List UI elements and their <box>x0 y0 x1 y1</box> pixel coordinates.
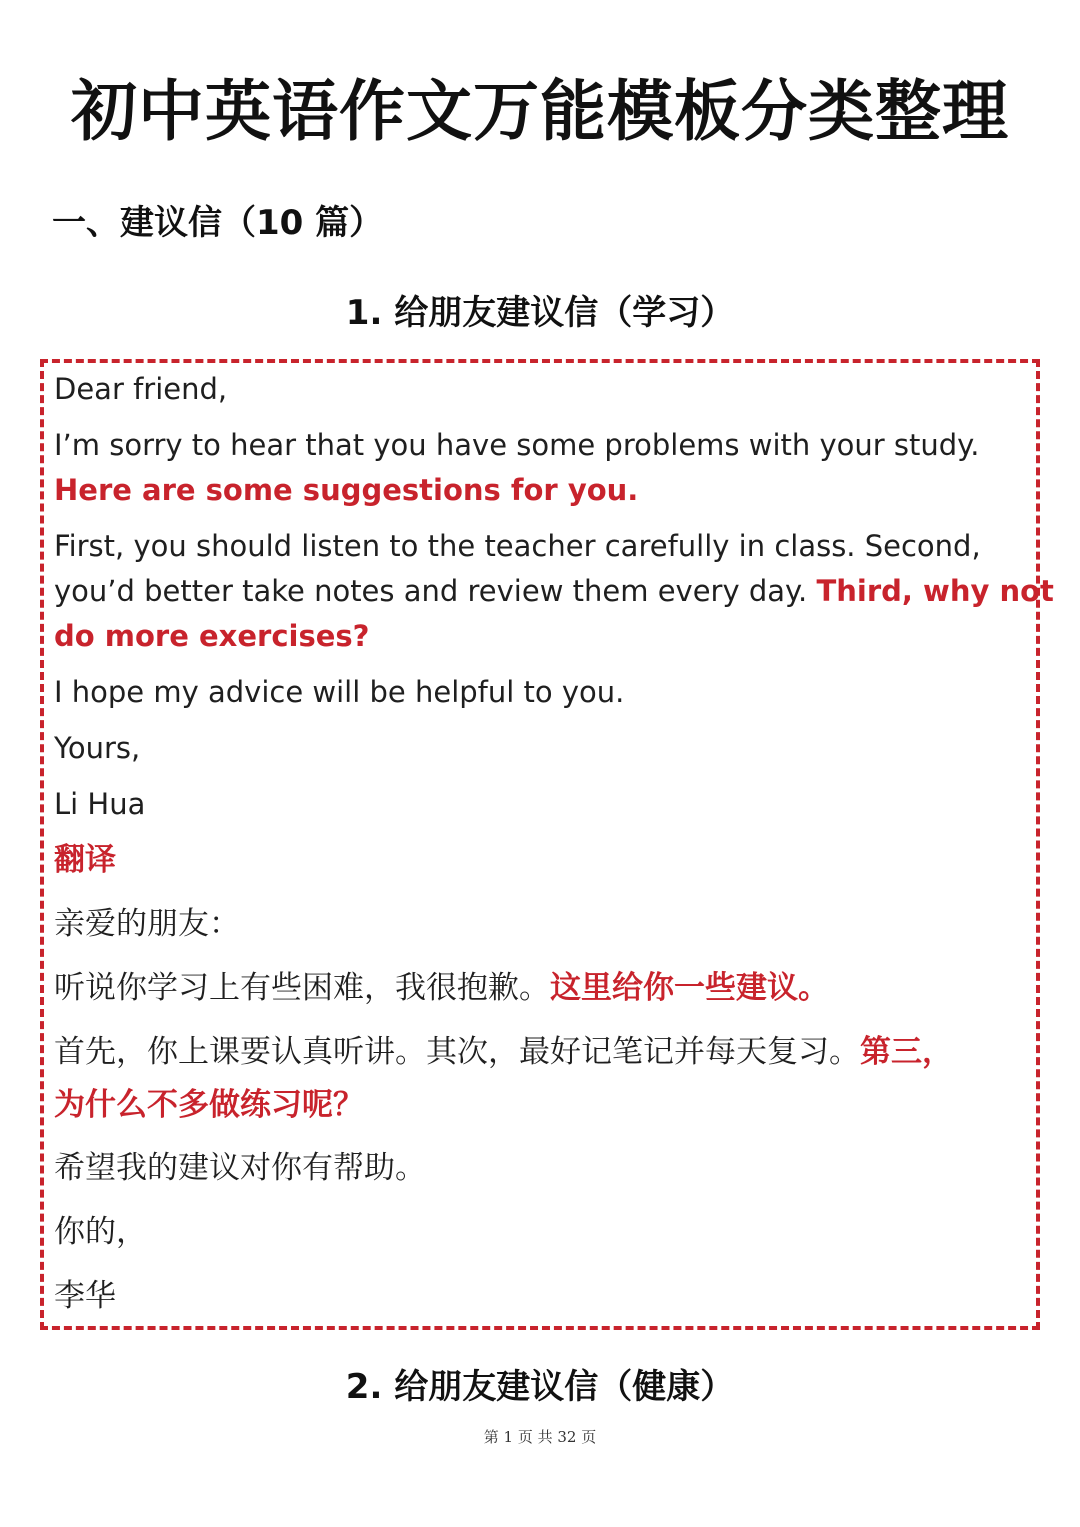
page-title: 初中英语作文万能模板分类整理 <box>71 73 1009 150</box>
letter-line-4-highlight: Third, why not <box>816 574 1054 608</box>
cn-line-2-text: 首先，你上课要认真听讲。其次，最好记笔记并每天复习。 <box>54 1034 860 1070</box>
translation-label: 翻译 <box>54 842 116 878</box>
letter-line-4-text: you’d better take notes and review them every day. <box>54 574 808 608</box>
cn-line-4: 希望我的建议对你有帮助。 <box>54 1150 426 1186</box>
cn-closing: 你的， <box>54 1214 147 1250</box>
letter-greeting: Dear friend, <box>54 372 228 406</box>
cn-signature: 李华 <box>54 1278 116 1314</box>
cn-line-1 <box>54 968 829 1008</box>
letter-1-box <box>40 359 1054 1330</box>
cn-greeting: 亲爱的朋友： <box>54 906 240 942</box>
cn-line-1-highlight: 这里给你一些建议。 <box>550 970 829 1006</box>
cn-line-3-highlight: 为什么不多做练习呢？ <box>54 1087 364 1123</box>
letter-closing: Yours, <box>54 731 141 765</box>
letter-signature: Li Hua <box>54 787 146 821</box>
cn-line-1-text: 听说你学习上有些困难，我很抱歉。 <box>54 970 550 1006</box>
letter-line-4 <box>54 571 1054 611</box>
letter-line-1: I’m sorry to hear that you have some problems with your study. <box>54 428 980 462</box>
letter-line-6: I hope my advice will be helpful to you. <box>54 675 625 709</box>
page-footer: 第 1 页 共 32 页 <box>483 1428 597 1446</box>
letter-line-5-highlight: do more exercises? <box>54 619 370 653</box>
section-heading: 一、建议信（10 篇） <box>52 203 384 243</box>
letter-1-heading: 1. 给朋友建议信（学习） <box>345 293 735 333</box>
cn-line-2-highlight: 第三， <box>860 1034 953 1070</box>
letter-2-heading: 2. 给朋友建议信（健康） <box>345 1367 735 1407</box>
letter-line-3: First, you should listen to the teacher carefully in class. Second, <box>54 529 981 563</box>
letter-line-2-highlight: Here are some suggestions for you. <box>54 473 639 507</box>
cn-line-2 <box>54 1032 953 1072</box>
